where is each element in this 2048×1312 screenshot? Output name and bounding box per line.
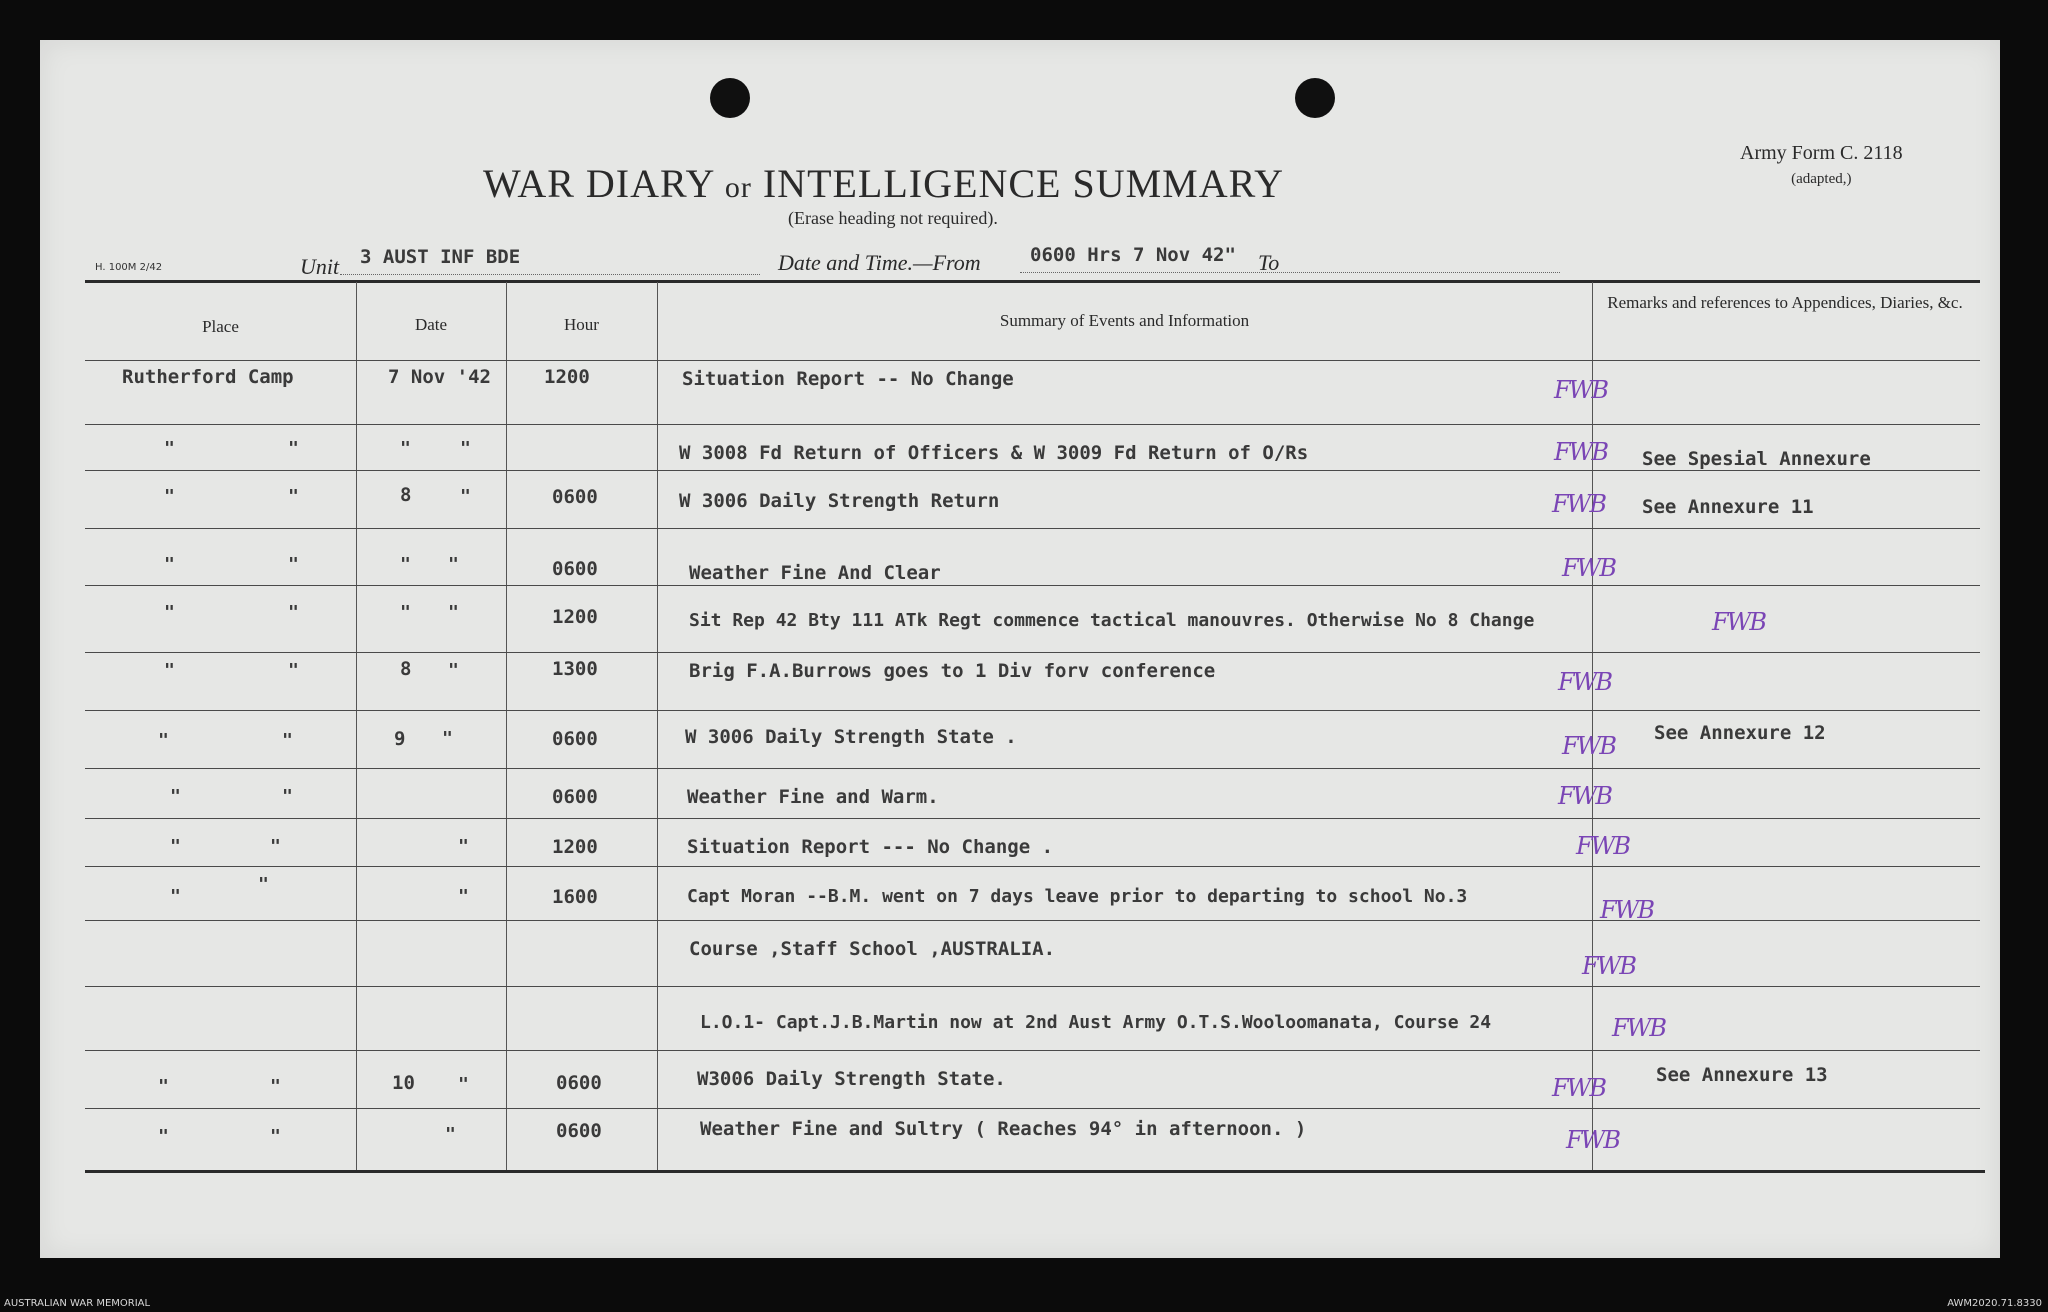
row0-hour: 1200 <box>544 366 590 388</box>
row8-place-ditto-b: " <box>270 836 281 857</box>
date-time-label: Date and Time.—From <box>778 250 981 275</box>
row10-summary: Course ,Staff School ,AUSTRALIA. <box>689 938 1056 960</box>
row12-initials: FWB <box>1552 1074 1605 1102</box>
row7-place-ditto-b: " <box>282 786 293 807</box>
row9-initials: FWB <box>1600 896 1653 924</box>
row9-summary: Capt Moran --B.M. went on 7 days leave prior to departing to school No.3 <box>687 886 1468 907</box>
row13-place-ditto-b: " <box>270 1126 281 1147</box>
table-top-rule <box>85 280 1980 283</box>
row7-summary: Weather Fine and Warm. <box>687 786 939 808</box>
row4-date-ditto-b: " <box>448 602 459 623</box>
col-divider-hour <box>657 282 658 1170</box>
row3-summary: Weather Fine And Clear <box>689 562 941 584</box>
army-form-note: (adapted,) <box>1791 171 1852 187</box>
row5-summary: Brig F.A.Burrows goes to 1 Div forv conference <box>689 660 1216 682</box>
row2-date: 8 <box>400 484 412 506</box>
row11-summary: L.O.1- Capt.J.B.Martin now at 2nd Aust Army O.T.S.Wooloomanata, Course 24 <box>700 1012 1492 1033</box>
row3-hour: 0600 <box>552 558 598 580</box>
row6-place-ditto-a: " <box>158 730 169 751</box>
row9-place-ditto-a: " <box>170 886 181 907</box>
army-form-number: Army Form C. 2118 <box>1740 142 1903 164</box>
title-intelligence-summary: INTELLIGENCE SUMMARY <box>762 161 1284 206</box>
row0-place: Rutherford Camp <box>122 366 294 388</box>
row8-summary: Situation Report --- No Change . <box>687 836 1054 858</box>
row5-date-ditto: " <box>448 660 459 681</box>
row2-summary: W 3006 Daily Strength Return <box>679 490 1000 512</box>
row-rule <box>85 1050 1980 1051</box>
unit-value: 3 AUST INF BDE <box>360 246 521 268</box>
row4-summary: Sit Rep 42 Bty 111 ATk Regt commence tactical manouvres. Otherwise No 8 Change <box>689 610 1535 631</box>
row1-summary: W 3008 Fd Return of Officers & W 3009 Fd Return of O/Rs <box>679 442 1309 464</box>
date-from-value: 0600 Hrs 7 Nov 42" <box>1030 244 1236 266</box>
row-rule <box>85 768 1980 769</box>
row-rule <box>85 1108 1980 1109</box>
col-header-remarks: Remarks and references to Appendices, Diaries, &c. <box>1607 293 1963 312</box>
row4-hour: 1200 <box>552 606 598 628</box>
row5-place-ditto-a: " <box>164 660 175 681</box>
header-rule <box>85 360 1980 361</box>
row-rule <box>85 920 1980 921</box>
row1-initials: FWB <box>1554 438 1607 466</box>
row9-hour: 1600 <box>552 886 598 908</box>
row3-date-ditto-a: " <box>400 554 411 575</box>
title-war-diary: WAR DIARY <box>483 161 714 206</box>
row2-remarks: See Annexure 11 <box>1642 496 1814 518</box>
row4-date-ditto-a: " <box>400 602 411 623</box>
row1-date-ditto-b: " <box>460 438 471 459</box>
row6-initials: FWB <box>1562 732 1615 760</box>
row12-place-ditto-a: " <box>158 1076 169 1097</box>
row2-place-ditto-a: " <box>164 486 175 507</box>
to-label: To <box>1258 250 1280 275</box>
row6-date-ditto: " <box>442 728 453 749</box>
row4-place-ditto-a: " <box>164 602 175 623</box>
row-rule <box>85 528 1980 529</box>
row5-place-ditto-b: " <box>288 660 299 681</box>
row12-place-ditto-b: " <box>270 1076 281 1097</box>
row12-summary: W3006 Daily Strength State. <box>697 1068 1006 1090</box>
row6-hour: 0600 <box>552 728 598 750</box>
row7-place-ditto-a: " <box>170 786 181 807</box>
row12-date: 10 <box>392 1072 415 1094</box>
row13-initials: FWB <box>1566 1126 1619 1154</box>
row9-place-ditto-b: " <box>258 874 269 895</box>
row-rule <box>85 424 1980 425</box>
col-header-date: Date <box>414 315 448 334</box>
row-rule <box>85 818 1980 819</box>
row7-initials: FWB <box>1558 782 1611 810</box>
row3-date-ditto-b: " <box>448 554 459 575</box>
row13-date-ditto: " <box>445 1124 456 1145</box>
table-bottom-rule <box>85 1170 1985 1173</box>
row-rule <box>85 986 1980 987</box>
erase-note: (Erase heading not required). <box>788 208 998 228</box>
row0-summary: Situation Report -- No Change <box>682 368 1014 390</box>
row-rule <box>85 652 1980 653</box>
row7-hour: 0600 <box>552 786 598 808</box>
row6-summary: W 3006 Daily Strength State . <box>685 726 1017 748</box>
row3-place-ditto-a: " <box>164 554 175 575</box>
row8-date-ditto: " <box>458 836 469 857</box>
row13-place-ditto-a: " <box>158 1126 169 1147</box>
title-or: or <box>724 171 752 204</box>
col-header-place: Place <box>202 317 239 336</box>
row10-initials: FWB <box>1582 952 1635 980</box>
row9-date-ditto: " <box>458 886 469 907</box>
diary-page <box>40 40 2000 1258</box>
archive-reference: AWM2020.71.8330 <box>1947 1298 2042 1309</box>
row2-place-ditto-b: " <box>288 486 299 507</box>
col-divider-date <box>506 282 507 1170</box>
col-header-summary: Summary of Events and Information <box>999 311 1250 330</box>
row3-place-ditto-b: " <box>288 554 299 575</box>
row6-place-ditto-b: " <box>282 730 293 751</box>
row-rule <box>85 866 1980 867</box>
row13-hour: 0600 <box>556 1120 602 1142</box>
unit-label: Unit <box>300 254 340 279</box>
col-divider-summary <box>1592 282 1593 1170</box>
row5-initials: FWB <box>1558 668 1611 696</box>
row4-place-ditto-b: " <box>288 602 299 623</box>
row3-initials: FWB <box>1562 554 1615 582</box>
col-divider-place <box>356 282 357 1170</box>
form-code: H. 100M 2/42 <box>95 262 163 273</box>
row1-place-ditto-a: " <box>164 438 175 459</box>
row2-initials: FWB <box>1552 490 1605 518</box>
row4-initials: FWB <box>1712 608 1765 636</box>
row8-hour: 1200 <box>552 836 598 858</box>
row1-place-ditto-b: " <box>288 438 299 459</box>
col-header-hour: Hour <box>564 315 599 334</box>
row5-hour: 1300 <box>552 658 598 680</box>
row1-date-ditto-a: " <box>400 438 411 459</box>
row6-date: 9 <box>394 728 406 750</box>
row-rule <box>85 710 1980 711</box>
archive-credit: AUSTRALIAN WAR MEMORIAL <box>4 1298 151 1309</box>
row8-initials: FWB <box>1576 832 1629 860</box>
row1-remarks: See Spesial Annexure <box>1642 448 1871 470</box>
row5-date: 8 <box>400 658 412 680</box>
row12-remarks: See Annexure 13 <box>1656 1064 1828 1086</box>
row12-date-ditto: " <box>458 1074 469 1095</box>
row6-remarks: See Annexure 12 <box>1654 722 1826 744</box>
row13-summary: Weather Fine and Sultry ( Reaches 94° in afternoon. ) <box>700 1118 1307 1140</box>
row0-date: 7 Nov '42 <box>388 366 491 388</box>
row2-hour: 0600 <box>552 486 598 508</box>
row8-place-ditto-a: " <box>170 836 181 857</box>
row-rule <box>85 585 1980 586</box>
row-rule <box>85 470 1980 471</box>
row12-hour: 0600 <box>556 1072 602 1094</box>
row11-initials: FWB <box>1612 1014 1665 1042</box>
row0-initials: FWB <box>1554 376 1607 404</box>
row2-date-ditto: " <box>460 486 471 507</box>
